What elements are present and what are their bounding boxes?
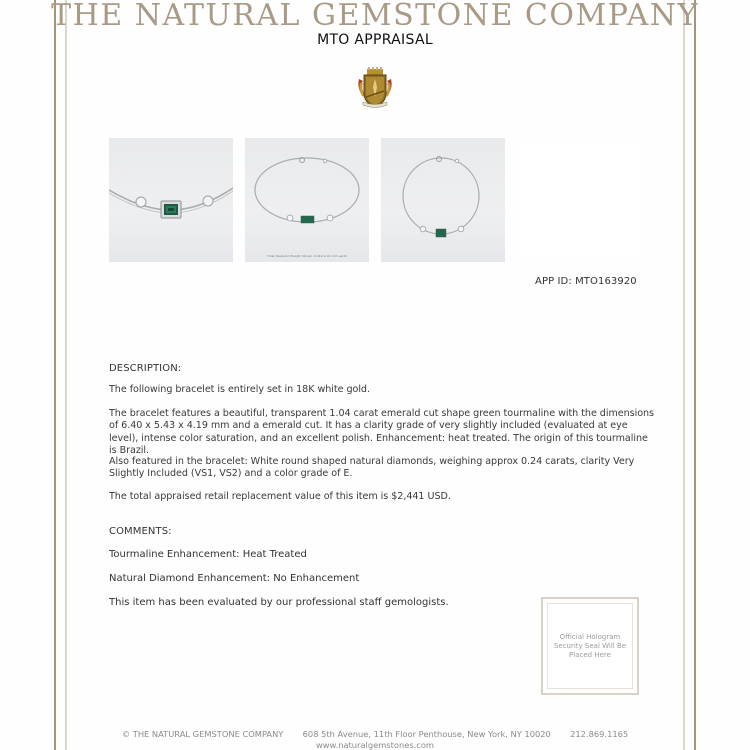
photo-caption: Total Diamond Weight Shown: 0.24tcw (0.12ct each) bbox=[266, 254, 348, 258]
page-border-right-inner bbox=[683, 0, 685, 750]
heraldic-crest-icon bbox=[357, 67, 393, 109]
footer bbox=[0, 729, 750, 750]
hologram-seal-inner-border bbox=[547, 603, 633, 689]
footer-line-1 bbox=[0, 729, 750, 740]
hologram-seal-placeholder bbox=[541, 597, 639, 695]
appraisal-id: APP ID: MTO163920 bbox=[535, 276, 637, 287]
hologram-seal-text: Official Hologram Security Seal Will Be Placed Here bbox=[553, 632, 627, 659]
description-paragraph: Also featured in the bracelet: White round shaped natural diamonds, weighing approx 0.24 carats, clarity Very Slightly Included (VS1, VS2) and a color grade of E. bbox=[109, 456, 635, 480]
product-photo-closeup bbox=[109, 138, 233, 262]
product-photo-circle bbox=[381, 138, 505, 262]
footer-phone: 212.869.1165 bbox=[570, 729, 629, 739]
footer-address: 608 5th Avenue, 11th Floor Penthouse, New York, NY 10020 bbox=[302, 729, 551, 739]
comment-item: This item has been evaluated by our professional staff gemologists. bbox=[109, 597, 449, 608]
footer-company: © THE NATURAL GEMSTONE COMPANY bbox=[121, 729, 284, 739]
product-photo-full bbox=[245, 138, 369, 262]
comments-heading: COMMENTS: bbox=[109, 526, 172, 537]
description-heading: DESCRIPTION: bbox=[109, 363, 182, 374]
footer-website[interactable]: www.naturalgemstones.com bbox=[315, 740, 435, 750]
product-photo-placeholder bbox=[517, 138, 641, 262]
company-name: THE NATURAL GEMSTONE COMPANY bbox=[51, 0, 699, 33]
description-paragraph: The total appraised retail replacement value of this item is $2,441 USD. bbox=[109, 491, 451, 502]
description-paragraph: The bracelet features a beautiful, transparent 1.04 carat emerald cut shape green tourmaline with the dimensions of 6.40 x 5.43 x 4.19 mm and a emerald cut. It has a clarity grade of very slightly included (evaluated at eye level), intense color saturation, and an excellent polish. Enhancement: heat treated. The origin of this tourmaline is Brazil. bbox=[109, 408, 655, 457]
page-border-right-outer bbox=[694, 0, 696, 750]
page-border-left-outer bbox=[54, 0, 56, 750]
description-paragraph: The following bracelet is entirely set in 18K white gold. bbox=[109, 384, 370, 395]
comment-item: Tourmaline Enhancement: Heat Treated bbox=[109, 549, 307, 560]
comment-item: Natural Diamond Enhancement: No Enhancement bbox=[109, 573, 360, 584]
document-title: MTO APPRAISAL bbox=[317, 32, 433, 48]
page-border-left-inner bbox=[65, 0, 67, 750]
